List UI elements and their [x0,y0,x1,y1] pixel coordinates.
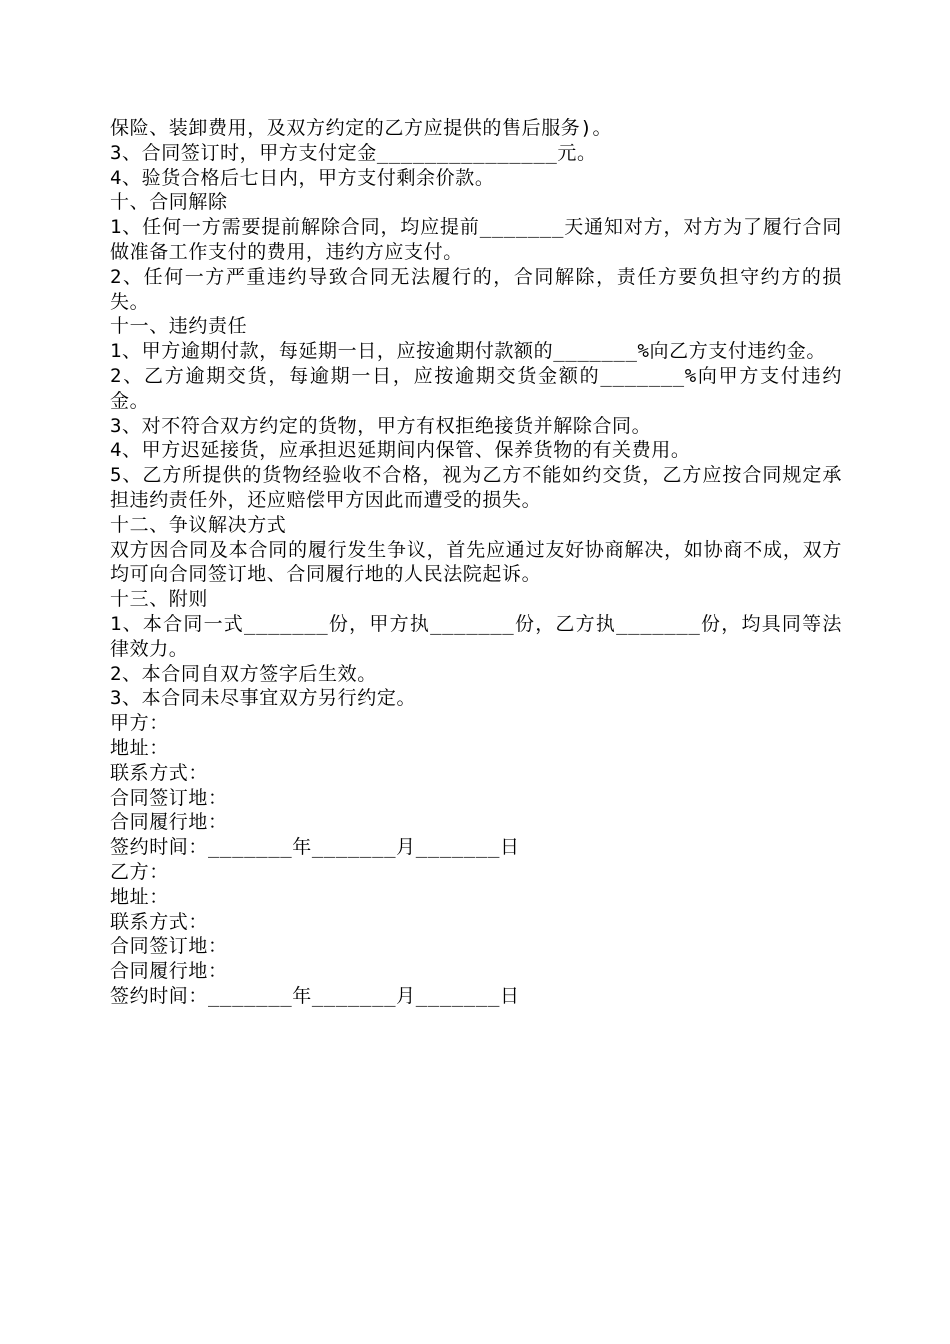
party-b-label: 乙方： [110,860,169,883]
address-label: 地址： [110,885,169,908]
performance-place-label: 合同履行地： [110,811,228,834]
section-heading: 十三、附则 [110,588,209,611]
text-line: 4、验货合格后七日内，甲方支付剩余价款。 [110,166,495,189]
text-line: 双方因合同及本合同的履行发生争议，首先应通过友好协商解决，如协商不成，双方均可向合同签订地、合同履行地的人民法院起诉。 [110,538,842,586]
section-heading: 十二、争议解决方式 [110,513,287,536]
text-line: 1、本合同一式_______份，甲方执_______份，乙方执_______份，均具同等法律效力。 [110,612,842,660]
text-line: 3、对不符合双方约定的货物，甲方有权拒绝接货并解除合同。 [110,414,652,437]
address-label: 地址： [110,736,169,759]
text-line: 1、甲方逾期付款，每延期一日，应按逾期付款额的_______%向乙方支付违约金。 [110,340,826,363]
text-line: 2、乙方逾期交货，每逾期一日，应按逾期交货金额的_______%向甲方支付违约金。 [110,364,842,412]
signing-date-label: 签约时间：_______年_______月_______日 [110,836,520,859]
text-line: 5、乙方所提供的货物经验收不合格，视为乙方不能如约交货，乙方应按合同规定承担违约责任外，还应赔偿甲方因此而遭受的损失。 [110,464,842,511]
text-line: 2、任何一方严重违约导致合同无法履行的，合同解除，责任方要负担守约方的损失。 [110,265,842,313]
signing-place-label: 合同签订地： [110,935,228,958]
party-a-label: 甲方： [110,712,169,735]
signing-place-label: 合同签订地： [110,786,228,809]
text-line: 3、本合同未尽事宜双方另行约定。 [110,687,417,710]
text-line: 4、甲方迟延接货，应承担迟延期间内保管、保养货物的有关费用。 [110,439,691,462]
text-line: 3、合同签订时，甲方支付定金_______________元。 [110,141,597,164]
text-line: 2、本合同自双方签字后生效。 [110,662,377,685]
performance-place-label: 合同履行地： [110,960,228,983]
section-heading: 十一、违约责任 [110,315,248,338]
contact-label: 联系方式： [110,761,209,784]
contact-label: 联系方式： [110,910,209,933]
text-line: 1、任何一方需要提前解除合同，均应提前_______天通知对方，对方为了履行合同做准备工作支付的费用，违约方应支付。 [110,216,842,263]
section-heading: 十、合同解除 [110,191,228,214]
text-line: 保险、装卸费用，及双方约定的乙方应提供的售后服务)。 [110,117,613,139]
signing-date-label: 签约时间：_______年_______月_______日 [110,984,520,1007]
contract-page [110,116,842,1009]
